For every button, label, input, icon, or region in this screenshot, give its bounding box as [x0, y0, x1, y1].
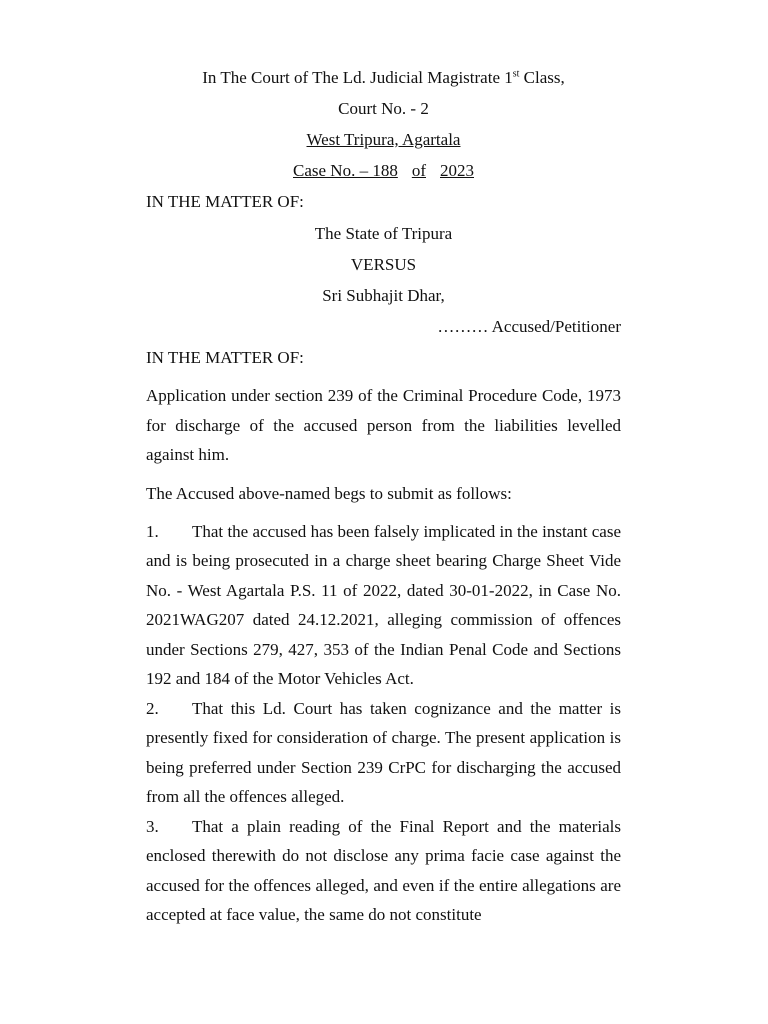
case-number-underline [293, 161, 474, 180]
point-text: That this Ld. Court has taken cognizance and the matter is presently fixed for consideration of charge. The present application is being preferred under Section 239 CrPC for discharging the accused from all the offences alleged. [146, 698, 621, 806]
court-location-line [146, 124, 621, 155]
court-heading [146, 62, 621, 93]
list-item [146, 694, 621, 812]
party-accused: Sri Subhajit Dhar, [322, 286, 445, 305]
point-number: 2. [146, 698, 159, 718]
point-text: That the accused has been falsely implicated in the instant case and is being prosecuted in a charge sheet bearing Charge Sheet Vide No. - West Agartala P.S. 11 of 2022, dated 30-01-2022, in Case No. 2021WAG207 dated 24.12.2021, alleging commission of offences under Sections 279, 427, 353 of the Indian Penal Code and Sections 192 and 184 of the Motor Vehicles Act. [146, 521, 621, 688]
point-number: 1. [146, 521, 159, 541]
court-title-prefix: In The Court of The Ld. Judicial Magistrate 1 [202, 68, 513, 87]
party-state: The State of Tripura [314, 224, 453, 243]
list-item [146, 517, 621, 694]
court-location: West Tripura, Agartala [306, 130, 461, 149]
case-number: Case No. – 188 [293, 161, 398, 180]
application-paragraph: Application under section 239 of the Criminal Procedure Code, 1973 for discharge of the accused person from the liabilities levelled against him. [146, 386, 621, 464]
list-item [146, 812, 621, 930]
matter-label-2: IN THE MATTER OF: [146, 348, 304, 367]
party-versus: VERSUS [350, 255, 417, 274]
matter-label-1: IN THE MATTER OF: [146, 192, 304, 211]
case-year: 2023 [440, 161, 474, 180]
court-number: Court No. - 2 [338, 99, 429, 118]
intro-paragraph: The Accused above-named begs to submit as follows: [146, 483, 512, 503]
party-accused-role: ……… Accused/Petitioner [437, 317, 621, 336]
point-text: That a plain reading of the Final Report and the materials enclosed therewith do not disclose any prima facie case against the accused for the offences alleged, and even if the entire allegations are accepted at face value, the same do not constitute [146, 816, 621, 924]
court-title-suffix: Class, [519, 68, 565, 87]
court-title-sup: st [512, 68, 520, 80]
document-page [146, 62, 621, 930]
case-number-line [146, 155, 621, 186]
point-number: 3. [146, 816, 159, 836]
case-of: of [411, 161, 426, 180]
